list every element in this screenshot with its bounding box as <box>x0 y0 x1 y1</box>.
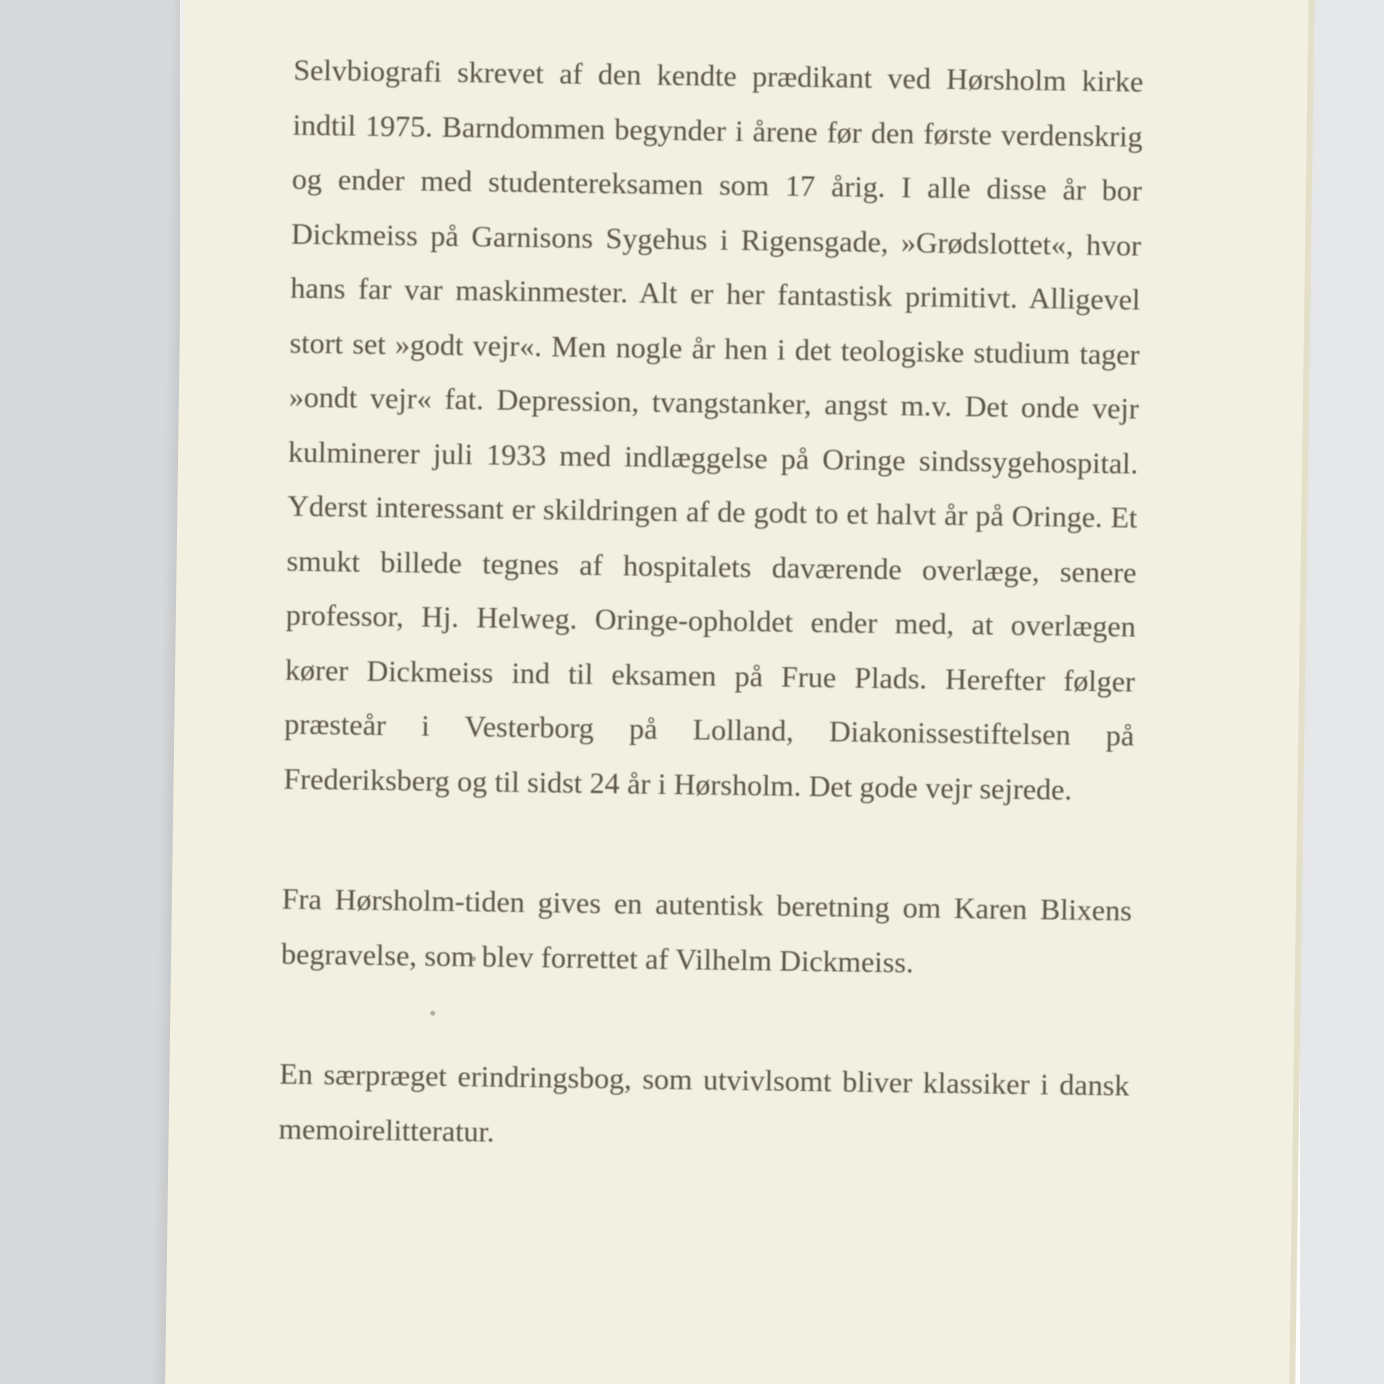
blurb-paragraph-3: En særpræget erindringsbog, som utvivlsomt bliver klassiker i dansk memoirelitteratur. <box>278 1057 1130 1149</box>
background-left <box>0 0 180 1384</box>
blurb-text <box>278 44 1143 1169</box>
background-right <box>1300 0 1384 1384</box>
blurb-paragraph-2: Fra Hørsholm-tiden gives en autentisk beretning om Karen Blixens begravelse, som blev forrettet af Vilhelm Dickmeiss. <box>280 882 1133 979</box>
book-back-cover <box>165 0 1315 1384</box>
blurb-paragraph-1: Selvbiografi skrevet af den kendte prædikant ved Hørsholm kirke indtil 1975. Barndommen begynder i årene før den første verdenskrig og ender med studentereksamen som 17 årig. I alle disse år bor Dickmeiss på Garnisons Sygehus i Rigensgade, »Grødslottet«, hvor hans far var maskinmester. Alt er her fantastisk primitivt. Alligevel stort set »godt vejr«. Men nogle år hen i det teologiske studium tager »ondt vejr« fat. Depression, tvangstanker, angst m.v. Det onde vejr kulminerer juli 1933 med indlæggelse på Oringe sindssygehospital. Yderst interessant er skildringen af de godt to et halvt år på Oringe. Et smukt billede tegnes af hospitalets daværende overlæge, senere professor, Hj. Helweg. Oringe-opholdet ender med, at overlægen kører Dickmeiss ind til eksamen på Frue Plads. Herefter følger præsteår i Vesterborg på Lolland, Diakonissestiftelsen på Frederiksberg og til sidst 24 år i Hørsholm. Det gode vejr sejrede. <box>283 53 1144 807</box>
